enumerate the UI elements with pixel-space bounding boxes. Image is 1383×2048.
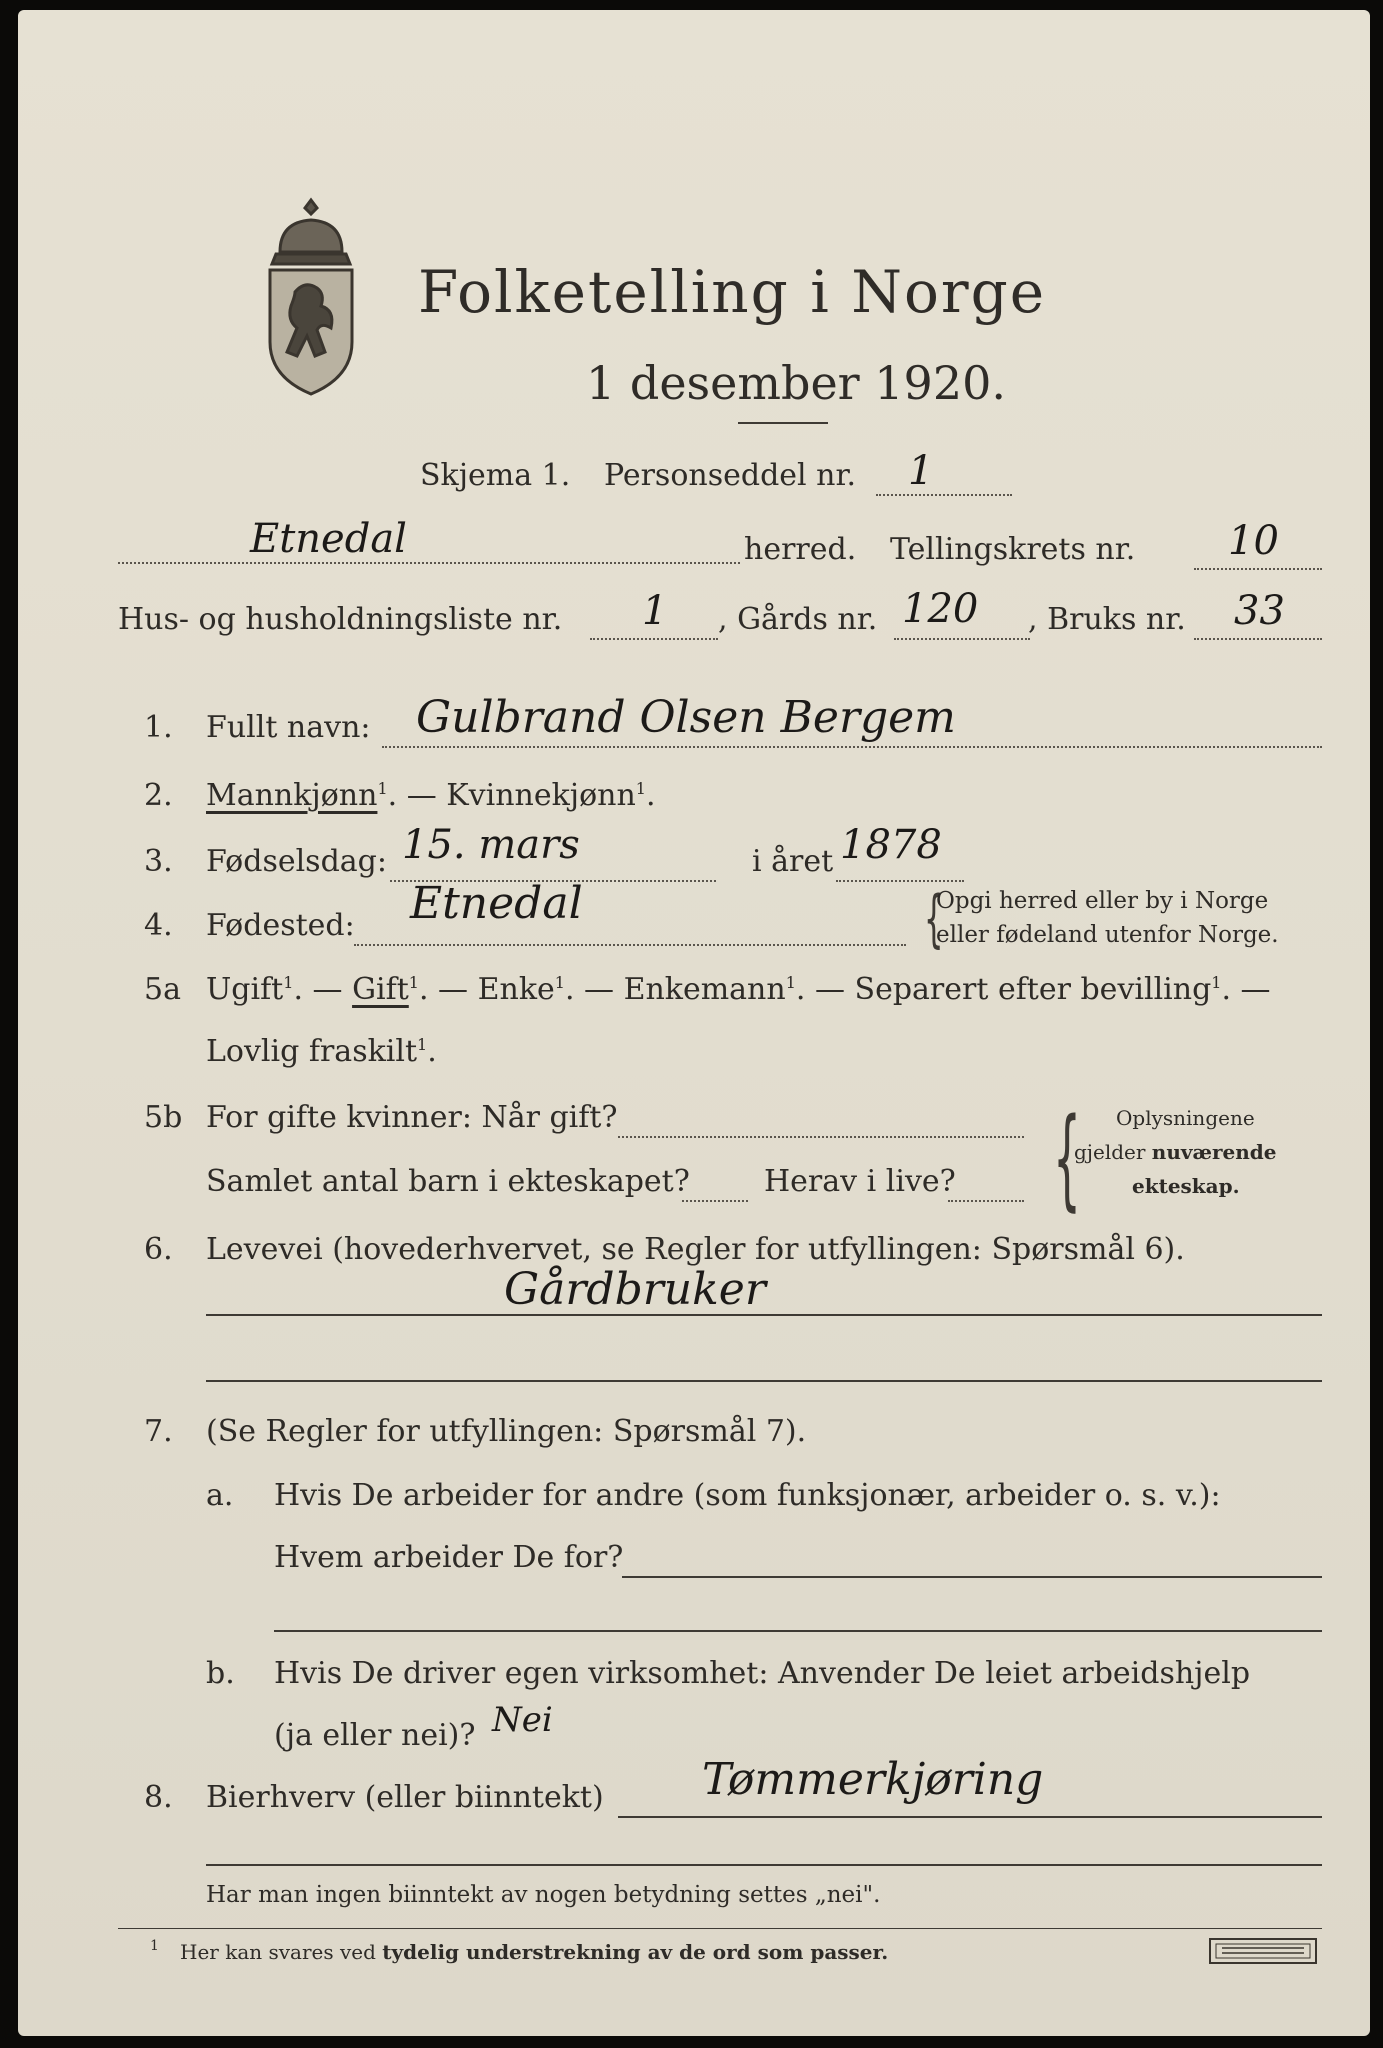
birthplace-value[interactable]: Etnedal bbox=[410, 878, 583, 929]
personseddel-label: Personseddel nr. bbox=[604, 458, 857, 493]
footnote-text bbox=[180, 1940, 888, 1964]
full-name-value[interactable]: Gulbrand Olsen Bergem bbox=[416, 692, 956, 743]
footnote-ref: 1 bbox=[554, 973, 565, 992]
q7a-question: Hvem arbeider De for? bbox=[274, 1540, 624, 1575]
year-label: i året bbox=[752, 844, 834, 879]
side-income-field-line-2 bbox=[206, 1864, 1322, 1866]
employer-field-line bbox=[622, 1576, 1322, 1578]
footnote-ref: 1 bbox=[283, 973, 294, 992]
husholdningsliste-label: Hus- og husholdningsliste nr. bbox=[118, 602, 563, 637]
q5b-note-line3: ekteskap. bbox=[1132, 1174, 1240, 1198]
marital-gift-option[interactable]: Gift bbox=[352, 972, 409, 1007]
marital-separator: . — bbox=[795, 972, 845, 1007]
q3-label: Fødselsdag: bbox=[206, 844, 387, 879]
tellingskrets-value[interactable]: 10 bbox=[1228, 518, 1279, 564]
q5b-number: 5b bbox=[144, 1100, 183, 1135]
footnote-ref: 1 bbox=[785, 973, 796, 992]
q7b-question: (ja eller nei)? bbox=[274, 1718, 476, 1753]
footnote-divider bbox=[118, 1928, 1322, 1929]
note-brace: { bbox=[923, 882, 944, 955]
q7b-letter: b. bbox=[206, 1656, 235, 1691]
printer-stamp-icon bbox=[1208, 1936, 1320, 1966]
q5b-children-label: Samlet antal barn i ekteskapet? bbox=[206, 1164, 690, 1199]
q7-label: (Se Regler for utfyllingen: Spørsmål 7). bbox=[206, 1414, 807, 1449]
marital-status-options bbox=[206, 972, 1271, 1007]
gards-field-line bbox=[894, 638, 1030, 640]
footnote-ref: 1 bbox=[635, 779, 646, 798]
footnote-mark: 1 bbox=[150, 1938, 159, 1954]
q7a-letter: a. bbox=[206, 1478, 234, 1513]
married-when-field-line bbox=[618, 1136, 1024, 1138]
bruks-label: , Bruks nr. bbox=[1028, 602, 1186, 637]
herred-field-line bbox=[118, 562, 740, 564]
skjema-label: Skjema 1. bbox=[420, 458, 571, 493]
employer-field-line-2 bbox=[274, 1630, 1322, 1632]
form-date: 1 desember 1920. bbox=[586, 356, 1006, 410]
birthyear-value[interactable]: 1878 bbox=[840, 822, 942, 868]
gender-kvinne-option[interactable]: Kvinnekjønn bbox=[446, 778, 636, 813]
marital-separator: . — bbox=[564, 972, 615, 1007]
marital-lovlig-fraskilt-option[interactable]: Lovlig fraskilt bbox=[206, 1034, 418, 1069]
census-form bbox=[18, 10, 1370, 2036]
q6-label: Levevei (hovederhvervet, se Regler for utfyllingen: Spørsmål 6). bbox=[206, 1232, 1185, 1267]
husholdningsliste-field-line bbox=[590, 638, 718, 640]
marital-separert-option[interactable]: Separert efter bevilling bbox=[854, 972, 1212, 1007]
footnote-text-bold: tydelig understrekning av de ord som passer. bbox=[382, 1940, 889, 1964]
side-income-field-line bbox=[618, 1816, 1322, 1818]
q5b-note-line1: Oplysningene bbox=[1116, 1106, 1255, 1130]
gards-label: , Gårds nr. bbox=[718, 602, 878, 637]
marital-ugift-option[interactable]: Ugift bbox=[206, 972, 284, 1007]
q1-number: 1. bbox=[144, 710, 173, 745]
q4-number: 4. bbox=[144, 908, 173, 943]
side-income-value[interactable]: Tømmerkjøring bbox=[702, 1754, 1044, 1805]
marital-enkemann-option[interactable]: Enkemann bbox=[623, 972, 786, 1007]
husholdningsliste-value[interactable]: 1 bbox=[642, 588, 668, 634]
herred-value[interactable]: Etnedal bbox=[250, 516, 407, 562]
birthyear-field-line bbox=[836, 880, 964, 882]
birthdate-value[interactable]: 15. mars bbox=[402, 822, 580, 868]
birthplace-field-line bbox=[354, 944, 906, 946]
personseddel-value[interactable]: 1 bbox=[908, 448, 934, 494]
marital-end: . bbox=[427, 1034, 437, 1069]
gender-end: . bbox=[645, 778, 656, 813]
norwegian-coat-of-arms-icon bbox=[250, 192, 372, 402]
footnote-ref: 1 bbox=[377, 779, 388, 798]
gender-mann-option[interactable]: Mannkjønn bbox=[206, 778, 378, 813]
note-brace: { bbox=[1053, 1094, 1081, 1222]
q8-number: 8. bbox=[144, 1780, 173, 1815]
birthplace-note-line2: eller fødeland utenfor Norge. bbox=[936, 922, 1279, 948]
bruks-field-line bbox=[1194, 638, 1322, 640]
marital-separator: . — bbox=[293, 972, 343, 1007]
marital-status-options-cont bbox=[206, 1034, 437, 1069]
q1-label: Fullt navn: bbox=[206, 710, 371, 745]
gender-options bbox=[206, 778, 656, 813]
nei-note: Har man ingen biinntekt av nogen betydning settes „nei". bbox=[206, 1882, 881, 1908]
marital-enke-option[interactable]: Enke bbox=[477, 972, 555, 1007]
q5b-married-when-label: For gifte kvinner: Når gift? bbox=[206, 1100, 618, 1135]
q5b-note-bold: nuværende bbox=[1151, 1140, 1277, 1164]
hired-help-value[interactable]: Nei bbox=[492, 1700, 553, 1740]
q8-label: Bierhverv (eller biinntekt) bbox=[206, 1780, 604, 1815]
birthplace-note-line1: Opgi herred eller by i Norge bbox=[936, 888, 1269, 914]
tellingskrets-field-line bbox=[1194, 568, 1322, 570]
q7-number: 7. bbox=[144, 1414, 173, 1449]
children-field-line bbox=[682, 1200, 748, 1202]
gards-value[interactable]: 120 bbox=[902, 586, 979, 632]
full-name-field-line bbox=[382, 746, 1322, 748]
gender-separator: . — bbox=[387, 778, 447, 813]
q6-number: 6. bbox=[144, 1232, 173, 1267]
q7b-text: Hvis De driver egen virksomhet: Anvender De leiet arbeidshjelp bbox=[274, 1656, 1251, 1691]
tellingskrets-label: Tellingskrets nr. bbox=[890, 532, 1136, 567]
occupation-value[interactable]: Gårdbruker bbox=[504, 1264, 766, 1315]
footnote-text-plain: Her kan svares ved bbox=[180, 1940, 383, 1964]
q5b-note-line2 bbox=[1074, 1140, 1277, 1164]
bruks-value[interactable]: 33 bbox=[1234, 588, 1285, 634]
q3-number: 3. bbox=[144, 844, 173, 879]
footnote-ref: 1 bbox=[408, 973, 419, 992]
title-divider bbox=[738, 422, 828, 424]
marital-separator: . — bbox=[1221, 972, 1271, 1007]
q4-label: Fødested: bbox=[206, 908, 355, 943]
children-alive-field-line bbox=[948, 1200, 1024, 1202]
q5b-alive-label: Herav i live? bbox=[764, 1164, 956, 1199]
form-title: Folketelling i Norge bbox=[418, 258, 1047, 326]
q5a-number: 5a bbox=[144, 972, 181, 1007]
footnote-ref: 1 bbox=[1211, 973, 1222, 992]
footnote-ref: 1 bbox=[417, 1035, 428, 1054]
q7a-text: Hvis De arbeider for andre (som funksjonær, arbeider o. s. v.): bbox=[274, 1478, 1221, 1513]
personseddel-field-line bbox=[876, 494, 1012, 496]
q2-number: 2. bbox=[144, 778, 173, 813]
herred-label: herred. bbox=[744, 532, 857, 567]
marital-separator: . — bbox=[418, 972, 469, 1007]
occupation-field-line-2 bbox=[206, 1380, 1322, 1382]
q5b-note-text: gjelder bbox=[1074, 1140, 1152, 1164]
